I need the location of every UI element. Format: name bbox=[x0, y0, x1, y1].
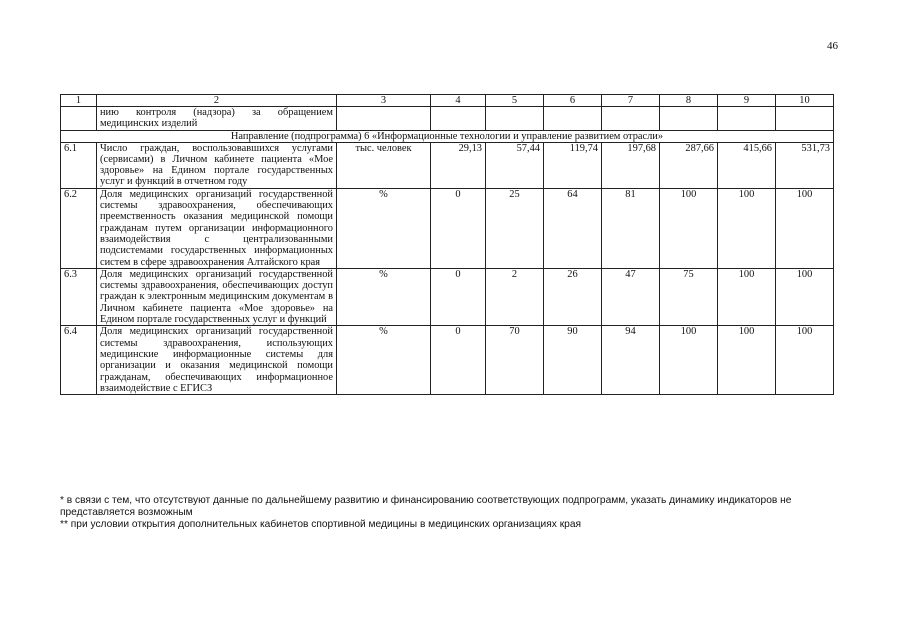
row-description: Доля медицинских организаций государственной системы здравоохранения, обеспечивающих доступ граждан к электронным медицинским документам в Личном кабинете пациента «Мое здоровье» на Едином портале государственных услуг и функций bbox=[97, 268, 337, 325]
table-row bbox=[61, 142, 834, 188]
row-value: 0 bbox=[431, 188, 486, 268]
column-header: 6 bbox=[544, 95, 602, 107]
row-value: 70 bbox=[486, 326, 544, 395]
table-row bbox=[61, 326, 834, 395]
row-number: 6.4 bbox=[61, 326, 97, 395]
table-row-continued bbox=[61, 107, 834, 131]
row-value: 100 bbox=[718, 188, 776, 268]
row-value: 57,44 bbox=[486, 142, 544, 188]
row-unit: % bbox=[337, 268, 431, 325]
section-row bbox=[61, 130, 834, 142]
column-header: 9 bbox=[718, 95, 776, 107]
column-header: 3 bbox=[337, 95, 431, 107]
row-value: 0 bbox=[431, 326, 486, 395]
row-value: 47 bbox=[602, 268, 660, 325]
row-value: 100 bbox=[776, 268, 834, 325]
row-description: Число граждан, воспользовавшихся услугами (сервисами) в Личном кабинете пациента «Мое здоровье» на Едином портале государственных услуг и функций в отчетном году bbox=[97, 142, 337, 188]
footnote: * в связи с тем, что отсутствуют данные по дальнейшему развитию и финансированию соответствующих подпрограмм, указать динамику индикаторов не представляется возможным bbox=[60, 495, 792, 518]
row-unit: % bbox=[337, 326, 431, 395]
footnotes bbox=[60, 495, 845, 531]
column-header: 5 bbox=[486, 95, 544, 107]
row-value: 415,66 bbox=[718, 142, 776, 188]
row-value: 100 bbox=[718, 268, 776, 325]
row-value: 100 bbox=[776, 326, 834, 395]
row-value: 0 bbox=[431, 268, 486, 325]
footnote: ** при условии открытия дополнительных кабинетов спортивной медицины в медицинских организациях края bbox=[60, 519, 581, 530]
row-value: 119,74 bbox=[544, 142, 602, 188]
page-number: 46 bbox=[827, 40, 838, 52]
row-value: 26 bbox=[544, 268, 602, 325]
row-value: 81 bbox=[602, 188, 660, 268]
row-number: 6.2 bbox=[61, 188, 97, 268]
indicators-table bbox=[60, 94, 834, 395]
row-description: нию контроля (надзора) за обращением медицинских изделий bbox=[97, 107, 337, 131]
row-description: Доля медицинских организаций государственной системы здравоохранения, использующих медицинские информационные системы для организации и оказания медицинской помощи гражданам, обеспечивающих информационное взаимодействие с ЕГИСЗ bbox=[97, 326, 337, 395]
row-value: 197,68 bbox=[602, 142, 660, 188]
row-description: Доля медицинских организаций государственной системы здравоохранения, обеспечивающих преемственность оказания медицинской помощи гражданам путем организации информационного взаимодействия с централизованными подсистемами государственных информационных систем в сфере здравоохранения Алтайского края bbox=[97, 188, 337, 268]
row-unit: тыс. человек bbox=[337, 142, 431, 188]
row-value: 2 bbox=[486, 268, 544, 325]
row-value: 64 bbox=[544, 188, 602, 268]
row-value: 100 bbox=[776, 188, 834, 268]
table-row bbox=[61, 188, 834, 268]
row-number: 6.3 bbox=[61, 268, 97, 325]
column-header: 1 bbox=[61, 95, 97, 107]
row-value: 29,13 bbox=[431, 142, 486, 188]
table-header-row bbox=[61, 95, 834, 107]
column-header: 10 bbox=[776, 95, 834, 107]
row-unit: % bbox=[337, 188, 431, 268]
column-header: 8 bbox=[660, 95, 718, 107]
section-title: Направление (подпрограмма) 6 «Информационные технологии и управление развитием отрасли» bbox=[61, 130, 834, 142]
row-value: 100 bbox=[660, 326, 718, 395]
row-value: 287,66 bbox=[660, 142, 718, 188]
table-row bbox=[61, 268, 834, 325]
row-value: 100 bbox=[660, 188, 718, 268]
row-number: 6.1 bbox=[61, 142, 97, 188]
row-value: 100 bbox=[718, 326, 776, 395]
row-value: 531,73 bbox=[776, 142, 834, 188]
row-value: 25 bbox=[486, 188, 544, 268]
column-header: 2 bbox=[97, 95, 337, 107]
column-header: 7 bbox=[602, 95, 660, 107]
row-value: 94 bbox=[602, 326, 660, 395]
column-header: 4 bbox=[431, 95, 486, 107]
row-value: 90 bbox=[544, 326, 602, 395]
row-value: 75 bbox=[660, 268, 718, 325]
